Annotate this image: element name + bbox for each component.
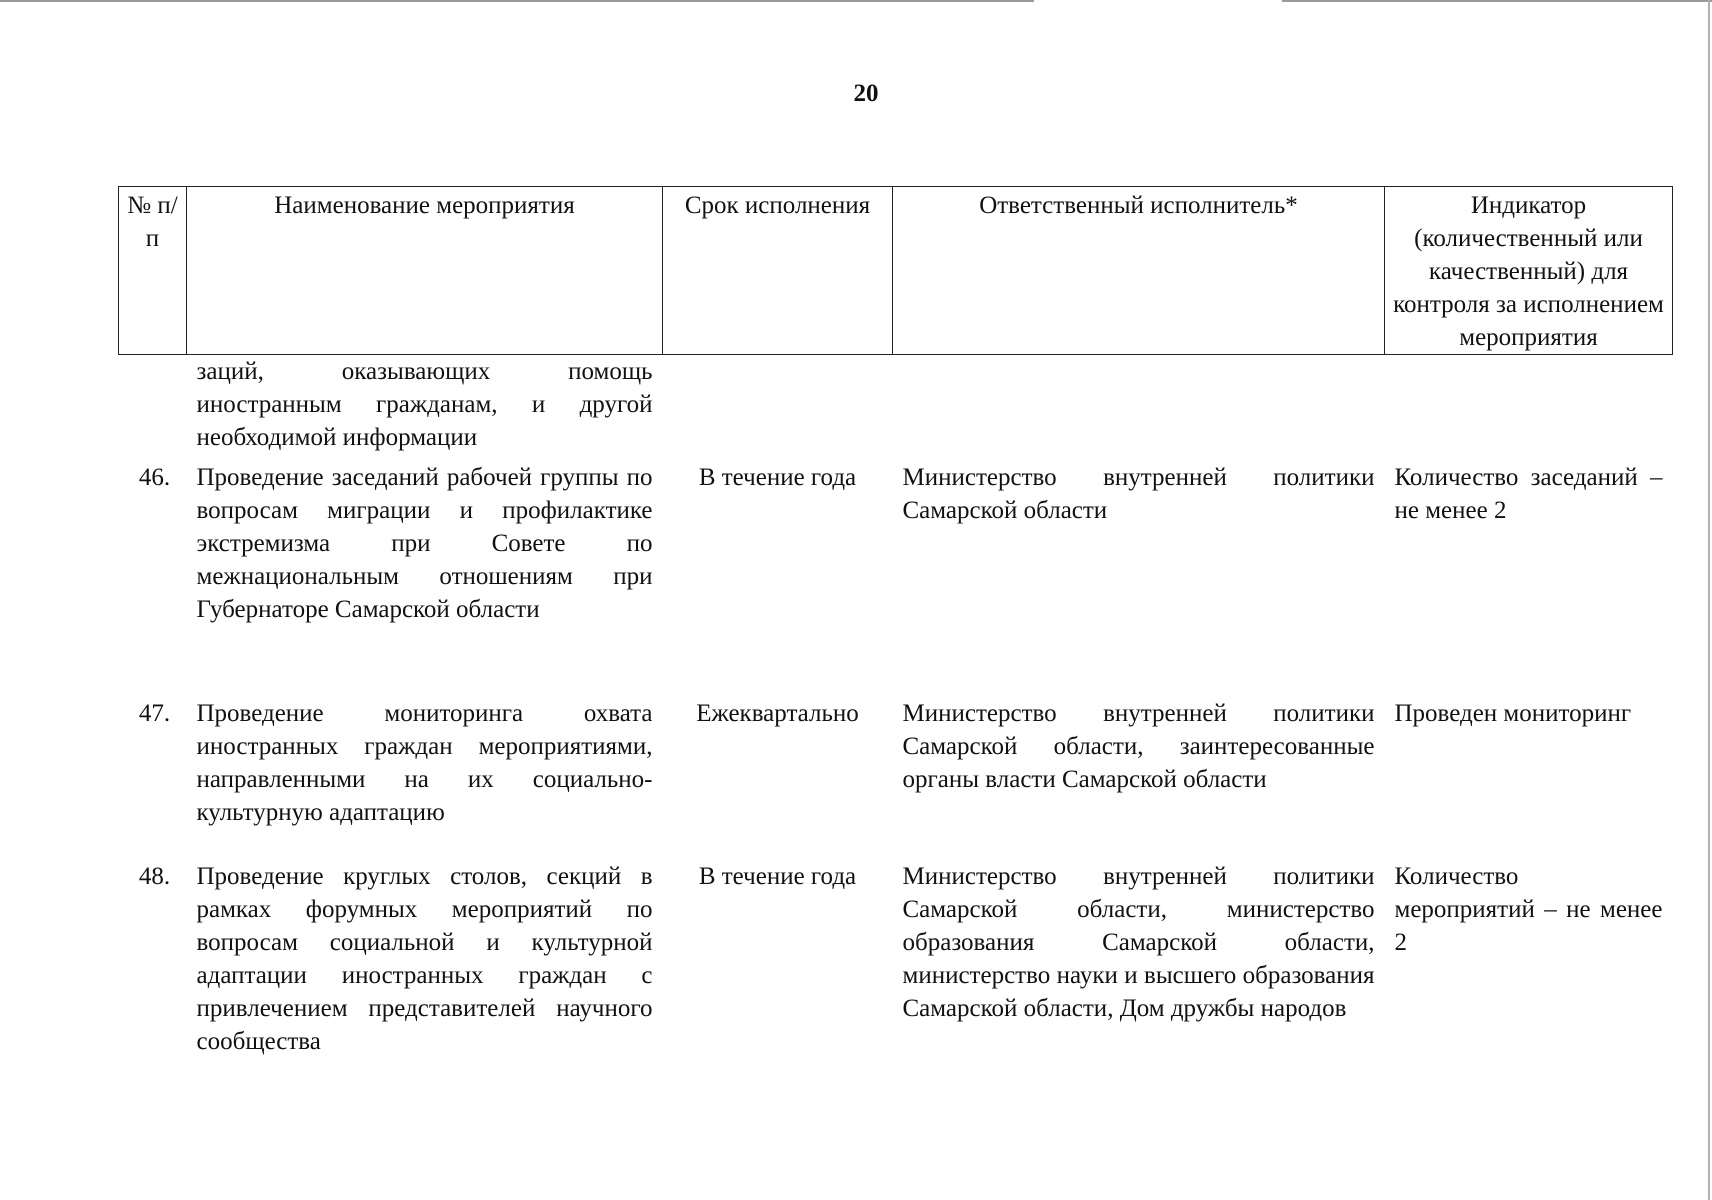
table-row-continuation	[119, 355, 1673, 462]
table-header-row	[119, 187, 1673, 355]
cell-name: Проведение круглых столов, секций в рамках форумных мероприятий по вопросам социальной и культурной адаптации иностранных граждан с привлечением представителей научного сообщества	[196, 863, 653, 1055]
header-name: Наименование мероприятия	[187, 187, 663, 355]
table-row	[119, 860, 1673, 1060]
measures-table	[118, 186, 1673, 1060]
header-responsible: Ответственный исполнитель*	[893, 187, 1385, 355]
header-num: № п/п	[119, 187, 187, 355]
cell-indicator: Количество заседаний – не менее 2	[1394, 464, 1663, 524]
cell-term	[663, 355, 893, 462]
cell-num: 47.	[138, 700, 171, 727]
page-number: 20	[853, 80, 879, 107]
cell-name: Проведение заседаний рабочей группы по вопросам миграции и профилактике экстремизма при Совете по межнациональным отношениям при Губернаторе Самарской области	[196, 464, 653, 623]
cell-name: Проведение мониторинга охвата иностранных граждан мероприятиями, направленными на их социально-культурную адаптацию	[196, 700, 653, 826]
table-row	[119, 461, 1673, 697]
cell-responsible: Министерство внутренней политики Самарской области, министерство образования Самарской области, министерство науки и высшего образования Самарской области, Дом дружбы народов	[902, 863, 1375, 1022]
cell-term: В течение года	[698, 464, 857, 491]
cell-responsible: Министерство внутренней политики Самарской области	[902, 464, 1375, 524]
cell-num: 48.	[138, 863, 171, 890]
header-indicator: Индикатор (количественный или качественный) для контроля за исполнением мероприятия	[1385, 187, 1673, 355]
cell-responsible: Министерство внутренней политики Самарской области, заинтересованные органы власти Самарской области	[902, 700, 1375, 793]
scan-top-rule-left	[0, 0, 1034, 2]
cell-num: 46.	[138, 464, 171, 491]
cell-term: В течение года	[698, 863, 857, 890]
cell-term: Ежеквартально	[696, 700, 859, 727]
cell-num	[119, 355, 187, 462]
header-term: Срок исполнения	[663, 187, 893, 355]
cell-name: заций, оказывающих помощь иностранным гражданам, и другой необходимой информации	[196, 358, 653, 451]
cell-indicator	[1385, 355, 1673, 462]
cell-indicator: Проведен мониторинг	[1394, 700, 1632, 727]
table-row	[119, 697, 1673, 860]
scan-right-edge	[1708, 0, 1710, 1200]
scan-top-rule-right	[1282, 0, 1712, 2]
cell-indicator: Количество мероприятий – не менее 2	[1394, 863, 1663, 956]
cell-responsible	[893, 355, 1385, 462]
